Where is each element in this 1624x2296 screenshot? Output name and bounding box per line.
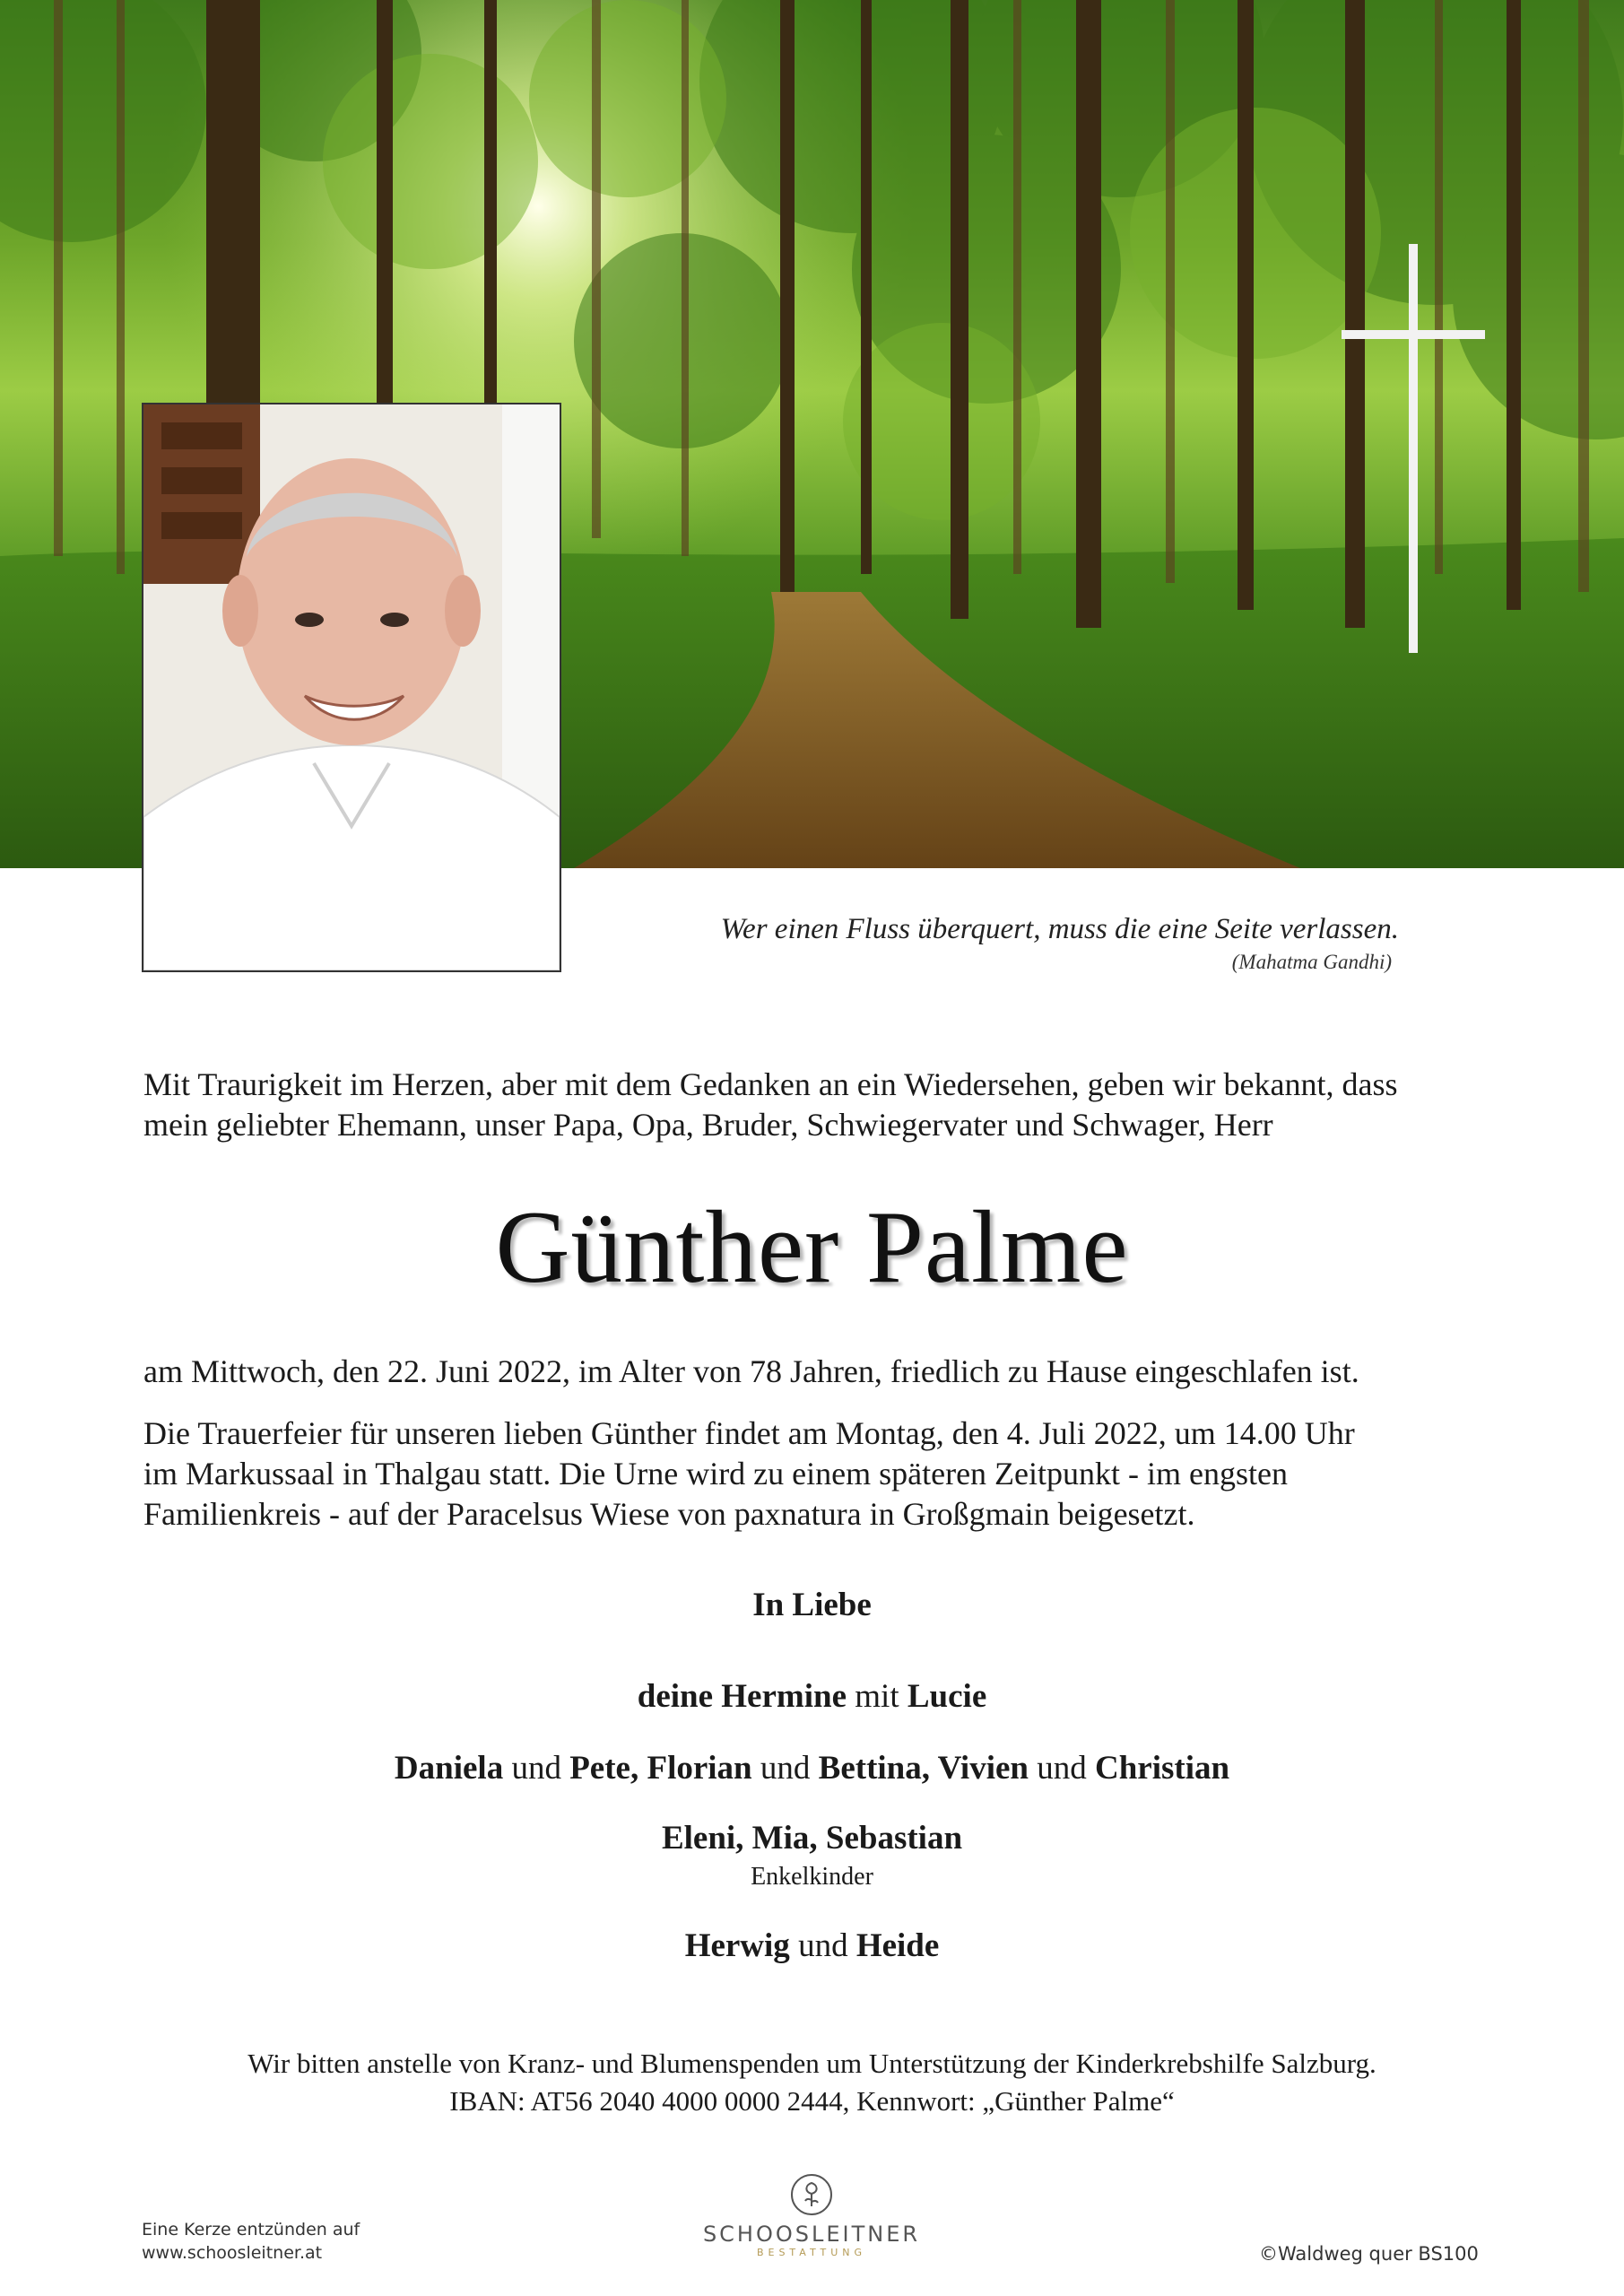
intro-line: Mit Traurigkeit im Herzen, aber mit dem Gedanken an ein Wiedersehen, geben wir bekannt, dass [143,1066,1398,1102]
mourners-heading [0,1586,1624,1624]
intro-line: mein geliebter Ehemann, unser Papa, Opa, Bruder, Schwiegervater und Schwager, Herr [143,1107,1273,1143]
mourner-connector: und [1028,1750,1095,1787]
mourners-heading-text: In Liebe [752,1587,872,1623]
death-notice: am Mittwoch, den 22. Juni 2022, im Alter von 78 Jahren, friedlich zu Hause eingeschlafen ist. [143,1353,1359,1389]
mourner-name: Heide [855,1927,940,1964]
donation-request: Wir bitten anstelle von Kranz- und Blumenspenden um Unterstützung der Kinderkrebshilfe Salzburg. [248,2048,1376,2079]
mourner-name: Bettina, Vivien [818,1750,1029,1787]
portrait-illustration [143,404,560,970]
mourner-name: Daniela [394,1750,504,1787]
ceremony-line: Familienkreis - auf der Paracelsus Wiese von paxnatura in Großgmain beigesetzt. [143,1496,1195,1532]
deceased-name: Günther Palme [495,1190,1129,1304]
copyright-notice: ©Waldweg quer BS100 [1259,2243,1479,2265]
ceremony-line: im Markussaal in Thalgau statt. Die Urne wird zu einem späteren Zeitpunkt - im engsten [143,1456,1288,1492]
candle-text: Eine Kerze entzünden auf [142,2220,360,2239]
quote-author: (Mahatma Gandhi) [1231,951,1392,973]
mourner-connector: und [503,1750,570,1787]
mourners-line [0,1677,1624,1716]
grandchildren-names: Eleni, Mia, Sebastian [661,1820,963,1857]
mourner-connector: und [789,1927,856,1964]
mourner-name: Christian [1094,1750,1230,1787]
candle-website-link[interactable]: www.schoosleitner.at [142,2243,323,2263]
grandchildren-label: Enkelkinder [751,1863,873,1891]
memorial-quote: Wer einen Fluss überquert, muss die eine Seite verlassen. [720,913,1399,945]
mourners-line [0,1749,1624,1787]
rose-icon [789,2172,834,2217]
portrait-photo [142,403,561,972]
donation-iban: IBAN: AT56 2040 4000 0000 2444, Kennwort: „Günther Palme“ [449,2085,1175,2117]
funeral-home-logo [699,2172,924,2258]
mourner-connector: und [751,1750,819,1787]
logo-name: SCHOOSLEITNER [702,2222,921,2247]
mourners-line [0,1819,1624,1857]
intro-paragraph [143,1065,1489,1145]
candle-notice [142,2218,360,2265]
mourner-connector: mit [847,1678,908,1715]
logo-subtitle: BESTATTUNG [756,2247,867,2258]
mourner-name: deine Hermine [637,1678,847,1715]
ceremony-line: Die Trauerfeier für unseren lieben Günther findet am Montag, den 4. Juli 2022, um 14.00 Uhr [143,1415,1355,1451]
mourner-name: Lucie [907,1678,987,1715]
mourner-name: Herwig [684,1927,790,1964]
mourner-name: Pete, Florian [569,1750,752,1787]
mourners-line [0,1926,1624,1965]
